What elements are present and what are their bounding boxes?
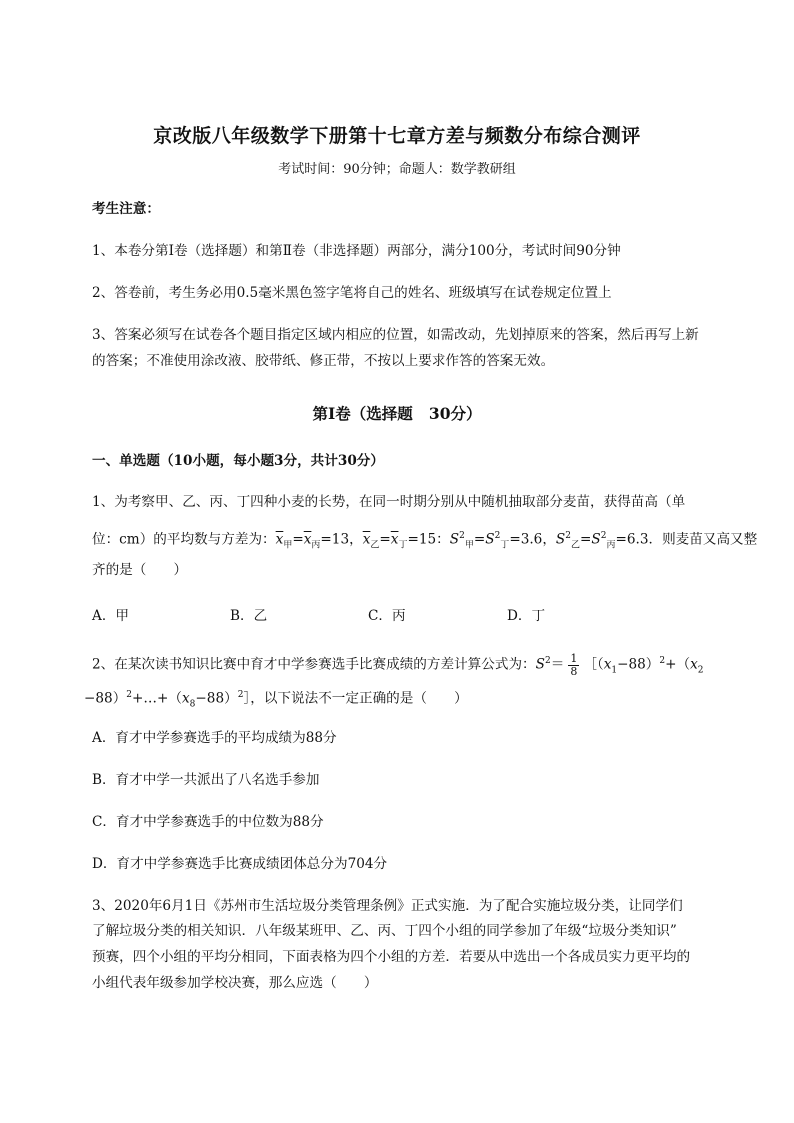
- q1-val63: =6.3．则麦苗又高又整: [615, 531, 758, 548]
- q3-line-4: 小组代表年级参加学校决赛，那么应选（ ）: [92, 975, 378, 991]
- q2-option-b[interactable]: B．育才中学一共派出了八名选手参加: [92, 772, 320, 788]
- q2-bracket: ［（: [583, 656, 604, 673]
- q2-line-1-prefix: 2、在某次读书知识比赛中育才中学参赛选手比赛成绩的方差计算公式为：: [92, 656, 536, 673]
- q1-line-3: 齐的是（ ）: [92, 562, 188, 578]
- q1-eq-4: =: [580, 531, 592, 548]
- q1-x-jia: $\overline{x}$: [275, 531, 284, 548]
- q1-sub-yi: 乙: [370, 540, 380, 551]
- q2-sub8: 8: [189, 699, 196, 710]
- q2-plus: +（: [665, 656, 691, 673]
- q2-option-c[interactable]: C．育才中学参赛选手的中位数为88分: [92, 814, 324, 830]
- q2-x1: x: [603, 656, 612, 673]
- q1-sup-1: 2: [459, 531, 465, 541]
- exam-subtitle: 考试时间：90分钟；命题人：数学教研组: [278, 162, 516, 177]
- notice-item-3: 3、答案必须写在试卷各个题目指定区域内相应的位置，如需改动，先划掉原来的答案，然后再写上新: [92, 327, 699, 343]
- q1-eq-2: =: [379, 531, 391, 548]
- q1-sup-2: 2: [494, 531, 501, 541]
- q1-x-yi: $\overline{x}$: [362, 531, 371, 548]
- q1-line-1: 1、为考察甲、乙、丙、丁四种小麦的长势，在同一时期分别从中随机抽取部分麦苗，获得苗高（单: [92, 494, 686, 510]
- q2-line-2-b: +…+（: [132, 690, 182, 707]
- q2-line-2: [84, 686, 468, 713]
- q1-option-c[interactable]: C．丙: [368, 608, 406, 624]
- notice-item-2: 2、答卷前，考生务必用0.5毫米黑色签字笔将自己的姓名、班级填写在试卷规定位置上: [92, 285, 612, 301]
- q1-s-jia: S: [449, 531, 460, 548]
- q1-sub-ding: 丁: [398, 540, 408, 551]
- q1-line-2-prefix: 位：cm）的平均数与方差为：: [92, 531, 276, 548]
- q1-option-b[interactable]: B．乙: [230, 608, 268, 624]
- part-heading: 一、单选题（10小题，每小题3分，共计30分）: [92, 453, 384, 469]
- q2-line-1: [92, 652, 704, 679]
- q2-s: S: [535, 656, 545, 673]
- q1-s-bing: S: [591, 531, 601, 548]
- q2-sup-a: 2: [659, 656, 666, 666]
- q3-line-2: 了解垃圾分类的相关知识．八年级某班甲、乙、丙、丁四个小组的同学参加了年级“垃圾分类知识”: [92, 923, 677, 939]
- notice-item-1: 1、本卷分第Ⅰ卷（选择题）和第Ⅱ卷（非选择题）两部分，满分100分，考试时间90分钟: [92, 243, 621, 259]
- q2-frac-den: 8: [570, 664, 578, 678]
- q1-eq-3: =: [473, 531, 486, 548]
- q2-x8: x: [182, 690, 190, 707]
- q2-option-d[interactable]: D．育才中学参赛选手比赛成绩团体总分为704分: [92, 856, 388, 872]
- q1-val36: =3.6，: [509, 531, 556, 548]
- q1-option-a[interactable]: A．甲: [92, 608, 130, 624]
- q2-frac-num: 1: [570, 651, 578, 665]
- q3-line-1: 3、2020年6月1日《苏州市生活垃圾分类管理条例》正式实施．为了配合实施垃圾分类，让同学们: [92, 898, 683, 914]
- section-title: 第Ⅰ卷（选择题 30分）: [312, 404, 482, 423]
- page-title: 京改版八年级数学下册第十七章方差与频数分布综合测评: [153, 125, 641, 147]
- q2-s-sup: 2: [544, 656, 551, 666]
- q2-sup-c: 2: [237, 690, 244, 700]
- q2-line-2-a: −88）: [84, 690, 127, 707]
- notice-heading: 考生注意：: [92, 201, 160, 217]
- q1-s-sub-ding: 丁: [500, 540, 510, 551]
- q2-x2: x: [690, 656, 698, 673]
- q2-line-2-d: ］，以下说法不一定正确的是（ ）: [243, 690, 468, 707]
- q2-eq: ＝: [550, 656, 565, 673]
- q3-line-3: 预赛，四个小组的平均分相同，下面表格为四个小组的方差．若要从中选出一个各成员实力更平均的: [92, 949, 691, 965]
- q1-sub-jia: 甲: [283, 540, 293, 551]
- q2-minus88-a: −88）: [617, 656, 660, 673]
- q2-sup-b: 2: [126, 690, 133, 700]
- q1-s-sub-jia: 甲: [464, 540, 474, 551]
- q1-s-yi: S: [555, 531, 566, 548]
- q1-eq13: =13，: [320, 531, 363, 548]
- q1-eq15: =15：: [407, 531, 450, 548]
- q1-s-sub-bing: 丙: [606, 540, 616, 551]
- q1-s-ding: S: [485, 531, 495, 548]
- q1-x-ding: $\overline{x}$: [390, 531, 399, 548]
- q1-sup-3: 2: [565, 531, 571, 541]
- q1-option-d[interactable]: D．丁: [507, 608, 546, 624]
- q2-line-2-c: −88）: [195, 690, 238, 707]
- q1-sup-4: 2: [600, 531, 607, 541]
- q2-fraction: [568, 653, 579, 678]
- q1-eq-1: =: [292, 531, 304, 548]
- q2-option-a[interactable]: A．育才中学参赛选手的平均成绩为88分: [92, 730, 337, 746]
- q1-line-2: [92, 527, 757, 554]
- q1-sub-bing: 丙: [311, 540, 321, 551]
- notice-item-3-cont: 的答案；不准使用涂改液、胶带纸、修正带，不按以上要求作答的答案无效。: [92, 353, 555, 369]
- q1-x-bing: $\overline{x}$: [303, 531, 312, 548]
- q2-sub2: 2: [697, 665, 704, 676]
- q2-sub1: 1: [611, 665, 618, 676]
- q1-s-sub-yi: 乙: [570, 540, 580, 551]
